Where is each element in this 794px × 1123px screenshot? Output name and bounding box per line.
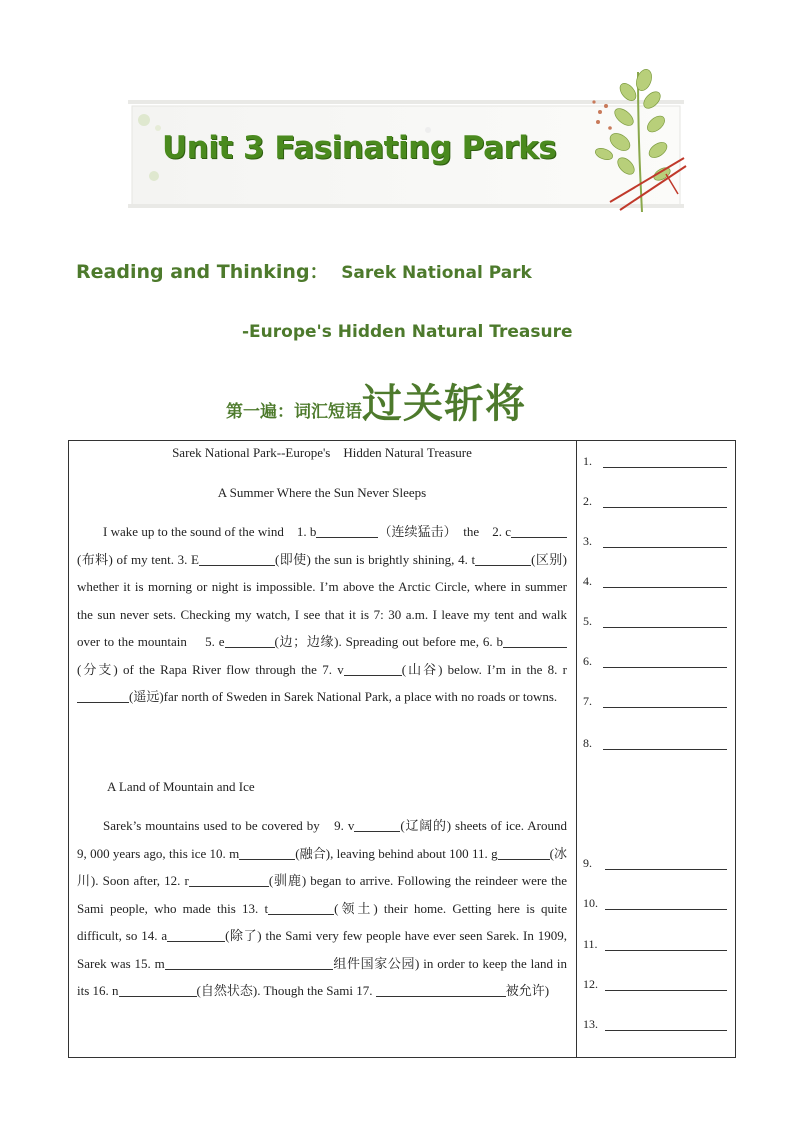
answer-line-2[interactable] (583, 489, 733, 509)
answer-number: 3. (583, 534, 592, 548)
answer-line-1[interactable] (583, 449, 733, 469)
answer-line-11[interactable] (583, 932, 733, 952)
answer-number: 7. (583, 694, 592, 708)
answer-line-4[interactable] (583, 569, 733, 589)
answer-number: 2. (583, 494, 592, 508)
blank-15[interactable] (165, 955, 333, 970)
answer-line-6[interactable] (583, 649, 733, 669)
p1-text: （连续猛击） the 2. c (378, 524, 511, 539)
p2-text: (自然状态). Though the Sami 17. (196, 983, 376, 998)
heading-main: Reading and Thinking： (76, 261, 329, 283)
answer-line-7[interactable] (583, 689, 733, 709)
answer-number: 13. (583, 1017, 598, 1031)
p1-text: (布料) of my tent. 3. E (77, 551, 199, 567)
p1-text: I wake up to the sound of the wind 1. b (103, 524, 317, 539)
p2-text: 组件国家公园) in order to keep the land in its 16. n (77, 955, 567, 998)
blank-6[interactable] (503, 633, 567, 648)
blank-10[interactable] (239, 845, 295, 860)
p1-text: (区别) whether it is morning or night is impossible. I’m above the Arctic Circle, where in summer the sun never sets. Checking my watch, I see that it is 7: 30 a.m. I leave my tent and walk over to the mountain 5. e (77, 551, 567, 649)
leaf-decoration-icon (580, 62, 690, 217)
answer-line-12[interactable] (583, 972, 733, 992)
paragraph-1 (77, 518, 567, 711)
paragraph-2 (77, 812, 567, 1005)
answer-number: 10. (583, 896, 598, 910)
p1-text: (遥远)far north of Sweden in Sarek National Park, a place with no roads or towns. (129, 689, 558, 704)
p1-text: (边；边缘). Spreading out before me, 6. b (274, 634, 504, 649)
blank-7[interactable] (344, 661, 402, 676)
answer-number: 12. (583, 977, 598, 991)
blank-17[interactable] (376, 982, 506, 997)
answer-number: 4. (583, 574, 592, 588)
blank-12[interactable] (189, 872, 269, 887)
p2-text: (融合), leaving behind about 100 11. g (295, 845, 498, 861)
section-heading (76, 257, 532, 284)
pass-heading-small: 第一遍：词汇短语 (226, 402, 362, 422)
answer-line-5[interactable] (583, 609, 733, 629)
p2-text: Sarek’s mountains used to be covered by 9. v (103, 818, 355, 833)
p2-text: (冰川). Soon after, 12. r (77, 845, 567, 888)
section1-title: A Summer Where the Sun Never Sleeps (217, 484, 427, 500)
answer-number: 8. (583, 736, 592, 750)
answer-number: 1. (583, 454, 592, 468)
blank-3[interactable] (199, 551, 275, 566)
pass-heading (226, 372, 526, 429)
section-subheading: -Europe's Hidden Natural Treasure (242, 322, 573, 342)
heading-sub: Sarek National Park (341, 263, 532, 283)
p2-text: (辽阔的) sheets of ice. Around 9, 000 years ago, this ice 10. m (77, 818, 567, 861)
p2-text: 被允许) (505, 983, 550, 998)
answer-number: 5. (583, 614, 592, 628)
pass-heading-big: 过关斩将 (362, 381, 526, 427)
answer-line-10[interactable] (583, 891, 733, 911)
blank-5[interactable] (225, 633, 275, 648)
answer-number: 9. (583, 856, 592, 870)
blank-4[interactable] (475, 551, 531, 566)
section2-title: A Land of Mountain and Ice (107, 778, 255, 794)
exercise-table (68, 440, 736, 1058)
blank-8[interactable] (77, 688, 129, 703)
blank-14[interactable] (167, 927, 225, 942)
blank-16[interactable] (119, 982, 197, 997)
p1-text: (山谷) below. I’m in the 8. r (401, 661, 567, 677)
passage-column (77, 441, 567, 1005)
p2-text: (除了) the Sami very few people have ever seen Sarek. In 1909, Sarek was 15. m (77, 928, 567, 971)
blank-9[interactable] (354, 817, 400, 832)
answer-line-3[interactable] (583, 529, 733, 549)
answer-line-13[interactable] (583, 1012, 733, 1032)
blank-11[interactable] (498, 845, 550, 860)
column-divider (576, 441, 577, 1057)
blank-13[interactable] (268, 900, 334, 915)
answer-number: 11. (583, 937, 598, 951)
passage-title: Sarek National Park--Europe's Hidden Natural Treasure (172, 445, 472, 460)
answer-line-9[interactable] (583, 851, 733, 871)
answer-line-8[interactable] (583, 731, 733, 751)
p2-text: (驯鹿) began to arrive. Following the reindeer were the Sami people, who made this 13. t (77, 873, 567, 916)
unit-title: Unit 3 Fasinating Parks (162, 130, 557, 166)
p1-text: (分支) of the Rapa River flow through the 7. v (77, 661, 344, 677)
p1-text: (即使) the sun is brightly shining, 4. t (275, 551, 476, 567)
blank-2[interactable] (511, 523, 567, 538)
blank-1[interactable] (316, 523, 378, 538)
p2-text: (领土) their home. Getting here is quite difficult, so 14. a (77, 900, 568, 943)
answer-number: 6. (583, 654, 592, 668)
